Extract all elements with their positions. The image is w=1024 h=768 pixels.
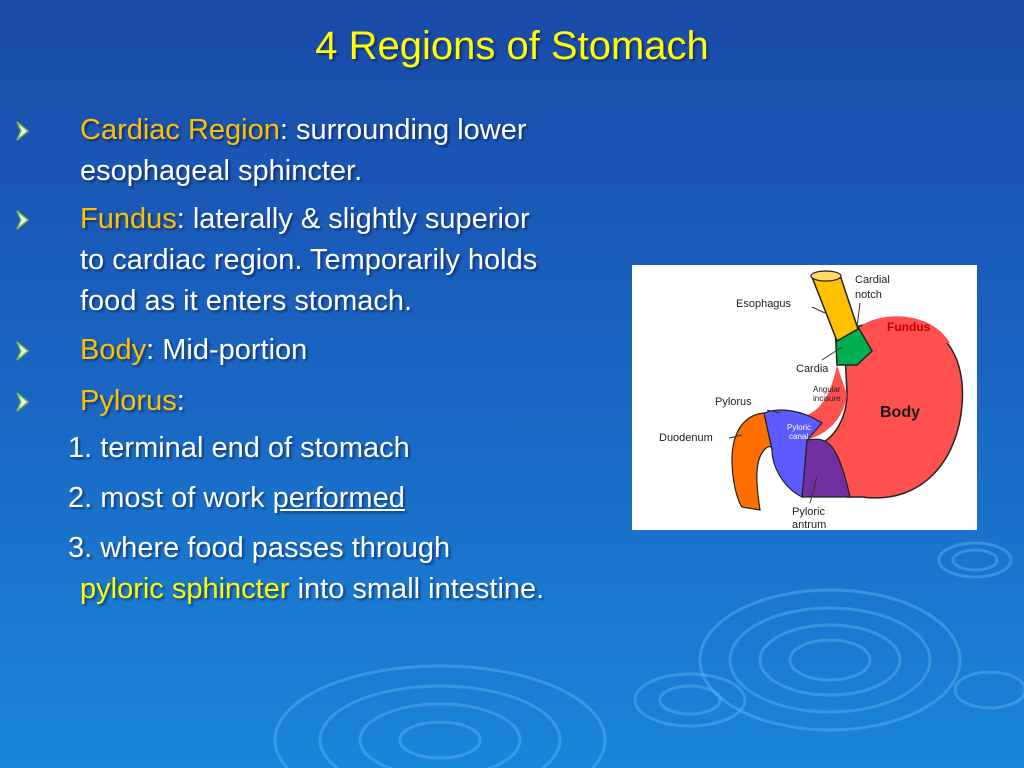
term-pylorus: Pylorus: [80, 385, 177, 417]
bullet-cardiac-region: [14, 110, 634, 192]
point-text: 3. where food passes through: [68, 532, 451, 564]
label-fundus: Fundus: [887, 320, 931, 334]
bullet-pylorus: [14, 381, 634, 422]
point-text: into small intestine.: [289, 573, 545, 605]
arrow-bullet-icon: [14, 389, 40, 415]
term-body: Body: [80, 334, 147, 366]
arrow-bullet-icon: [14, 338, 40, 364]
label-body: Body: [880, 404, 920, 421]
bullet-text: : laterally & slightly superior: [176, 203, 530, 235]
label-cardia: Cardia: [796, 363, 829, 375]
pyloric-sphincter-term: pyloric sphincter: [80, 573, 290, 605]
pylorus-point-1: 1. terminal end of stomach: [68, 432, 410, 464]
label-pylorus: Pylorus: [715, 396, 752, 408]
term-fundus: Fundus: [80, 203, 177, 235]
duodenum-region: [732, 413, 772, 510]
bullet-text: :: [176, 385, 185, 417]
bullet-text: food as it enters stomach.: [80, 285, 413, 317]
stomach-illustration: [632, 265, 977, 530]
bullet-fundus: [14, 199, 634, 322]
slide-title: 4 Regions of Stomach: [315, 24, 709, 68]
term-cardiac-region: Cardiac Region: [80, 114, 280, 146]
arrow-bullet-icon: [14, 118, 40, 144]
label-notch: notch: [855, 289, 882, 301]
pylorus-point-3: [68, 528, 544, 610]
underlined-word: performed: [272, 482, 405, 514]
bullet-text: to cardiac region. Temporarily holds: [80, 244, 538, 276]
label-esophagus: Esophagus: [736, 298, 792, 310]
label-cardial: Cardial: [855, 274, 890, 286]
label-duodenum: Duodenum: [659, 432, 713, 444]
bullet-text: : surrounding lower: [279, 114, 527, 146]
stomach-diagram: [632, 265, 977, 530]
label-angular: Angular: [813, 385, 841, 394]
bullet-text: esophageal sphincter.: [80, 155, 363, 187]
label-pyloric-canal: Pyloric: [787, 423, 812, 432]
esophagus-region: [812, 275, 858, 341]
pylorus-point-2: [68, 478, 405, 519]
bullet-body: [14, 330, 634, 371]
point-text: 2. most of work: [68, 482, 273, 514]
label-pyloric-canal-2: canal: [789, 432, 809, 441]
label-incisure: incisure: [813, 394, 841, 403]
arrow-bullet-icon: [14, 207, 40, 233]
label-pyloric-antrum-2: antrum: [792, 519, 827, 530]
bullet-text: : Mid-portion: [146, 334, 308, 366]
label-pyloric-antrum: Pyloric: [792, 506, 826, 518]
